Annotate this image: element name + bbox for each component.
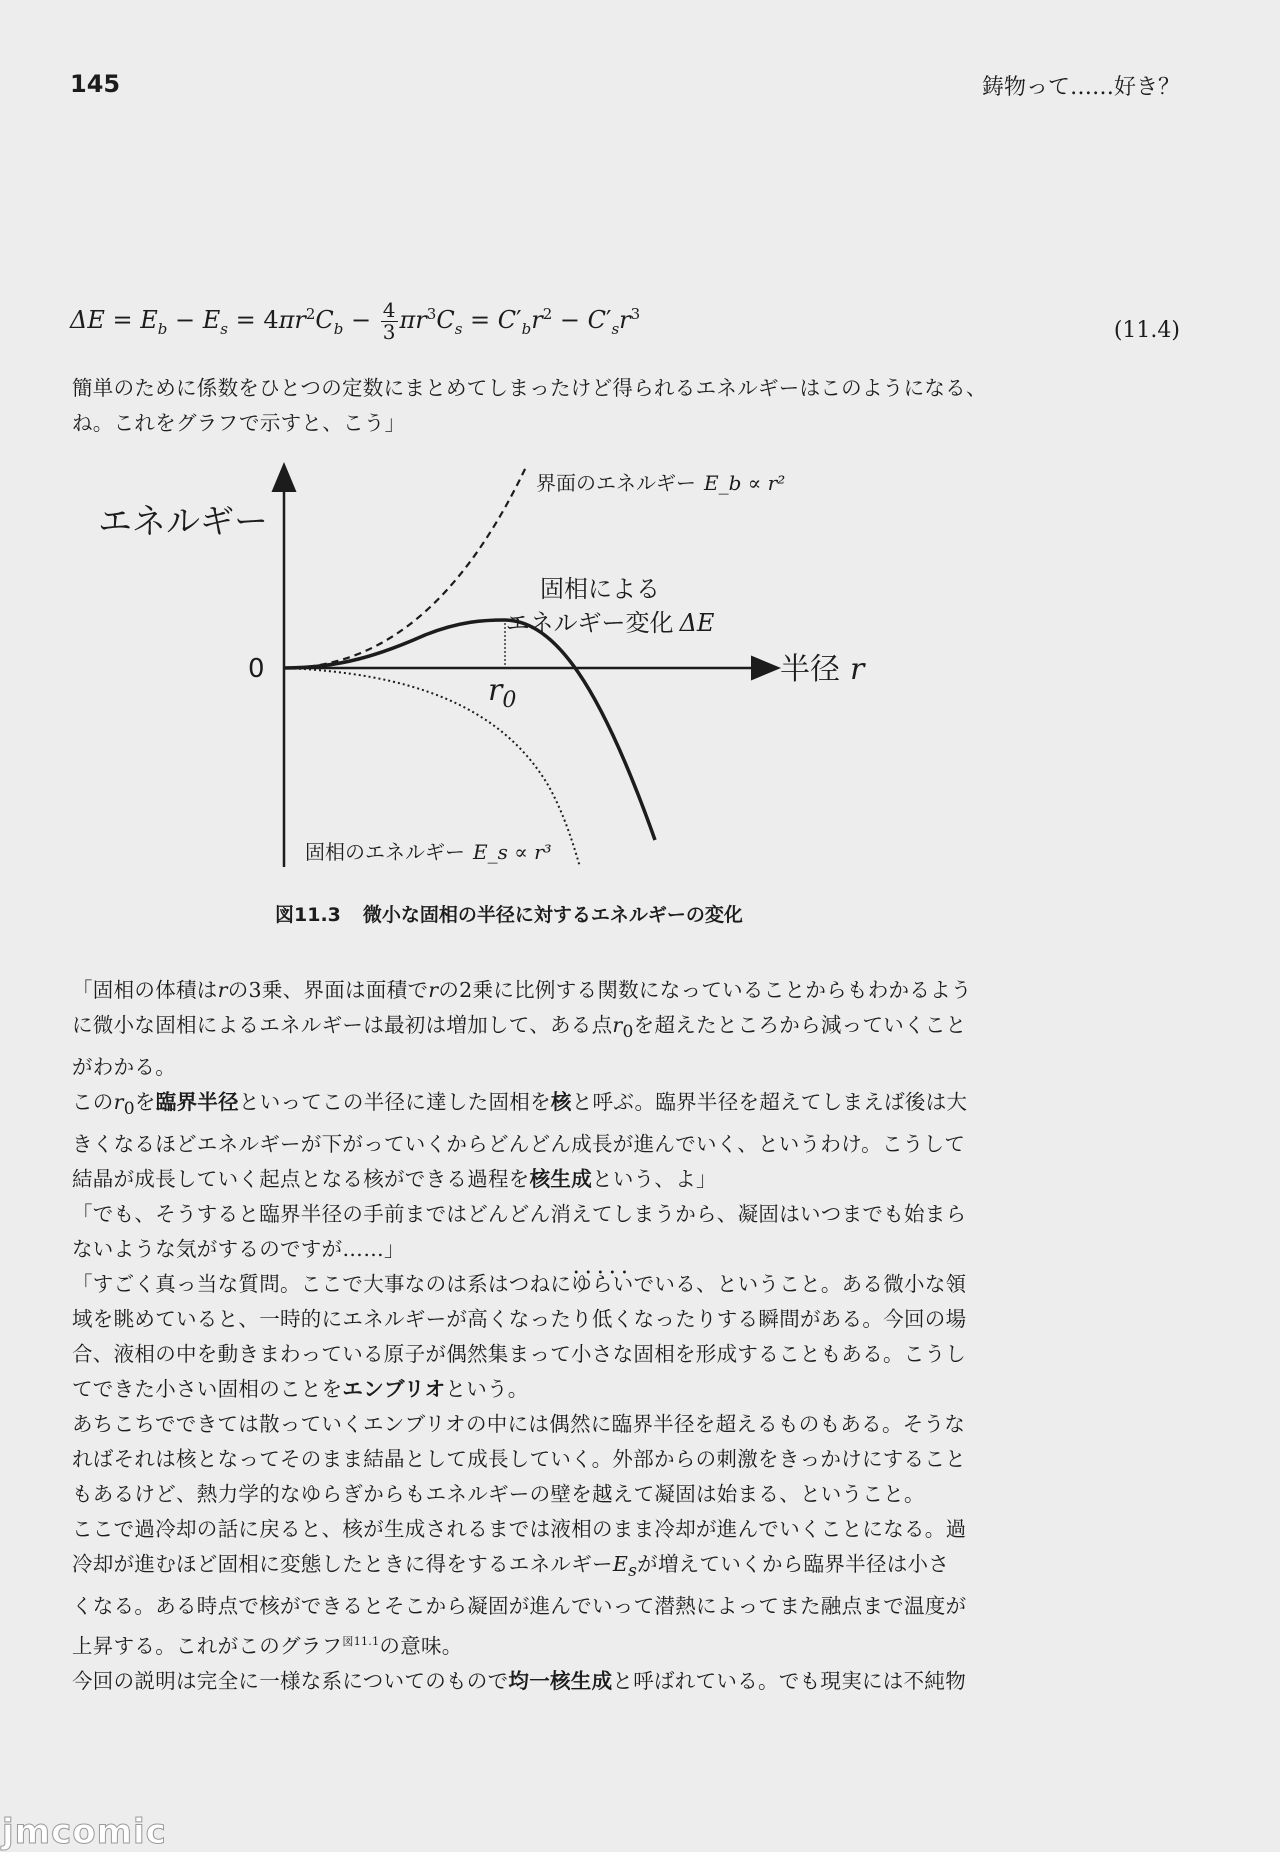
interface-energy-label	[536, 471, 785, 495]
text-run: と呼ぶ。臨界半径を超えてしまえば後は大	[571, 1090, 968, 1115]
solid-energy-label	[305, 840, 552, 864]
body-paragraph	[72, 1197, 1000, 1267]
text-run: くなる。ある時点で核ができるとそこから凝固が進んでいって潜熱によってまた融点まで温度が	[72, 1594, 967, 1619]
text-run: を超えたところから減っていくこと	[633, 1013, 967, 1037]
text-run: てできた小さい固相のことを	[72, 1377, 343, 1402]
text-run: の2乗に比例する関数になっていることからもわかるよう	[438, 978, 972, 1002]
zero-label: 0	[248, 654, 265, 684]
text-run: 域を眺めていると、一時的にエネルギーが高くなったり低くなったりする瞬間がある。今回の場	[72, 1307, 967, 1332]
critical-radius-var: r	[488, 673, 503, 708]
body-paragraph: ここで過冷却の話に戻ると、核が生成されるまでは液相のまま冷却が進んでいくことになる。過 冷却が進むほど固相に変態したときに得をするエネルギー$E_s$が増えていくから臨界半径は小さ くなる。ある時点で核ができるとそこから凝固が進んでいって潜熱によってまた融点まで温度が 上昇する。これがこのグラフ$^{図11.1}$の意味。	[72, 1517, 967, 1659]
term-nucleation: 核生成	[529, 1167, 593, 1192]
solid-energy-text: 固相のエネルギー	[305, 840, 465, 864]
figure-reference: 図11.1	[342, 1635, 380, 1649]
text-run: 今回の説明は完全に一様な系についてのもので	[72, 1669, 509, 1694]
caption-text: 微小な固相の半径に対するエネルギーの変化	[362, 904, 743, 926]
text-run: 結晶が成長していく起点となる核ができる過程を	[72, 1167, 530, 1192]
term-embryo: エンブリオ	[342, 1377, 446, 1402]
body-paragraph	[72, 1267, 1000, 1407]
intro-line: 簡単のために係数をひとつの定数にまとめてしまったけど得られるエネルギーはこのようになる、	[72, 376, 987, 400]
term-critical-radius: 臨界半径	[155, 1090, 239, 1115]
caption-number: 図11.3	[275, 904, 341, 926]
intro-line: ね。これをグラフで示すと、こう」	[72, 411, 406, 435]
text-run: と呼ばれている。でも現実には不純物	[612, 1669, 966, 1694]
body-paragraph	[72, 1664, 1000, 1699]
text-run: 合、液相の中を動きまわっている原子が偶然集まって小さな固相を形成することもある。こうし	[72, 1342, 967, 1367]
curve-solid-energy	[284, 668, 580, 867]
total-energy-text: エネルギー変化	[505, 609, 674, 637]
term-nucleus: 核	[550, 1090, 572, 1115]
critical-radius-sub: 0	[502, 688, 517, 713]
text-run: ここで過冷却の話に戻ると、核が生成されるまでは液相のまま冷却が進んでいくことになる。過	[72, 1517, 967, 1542]
total-energy-math: ΔE	[679, 609, 715, 637]
text-run: の3乗、界面は面積で	[227, 978, 429, 1002]
emphasis-dotted: • • • ゆらいでいる	[571, 1272, 696, 1296]
total-energy-label-line2	[506, 609, 715, 637]
curve-total-energy-change	[284, 620, 655, 840]
text-run: きくなるほどエネルギーが下がっていくからどんどん成長が進んでいく、というわけ。こうして	[72, 1132, 966, 1157]
text-run: ればそれは核となってそのまま結晶として成長していく。外部からの刺激をきっかけにすること	[72, 1447, 966, 1472]
text-run: ないような気がするのですが……」	[72, 1237, 405, 1262]
text-run: 「すごく真っ当な質問。ここで大事なのは系はつねに	[72, 1272, 572, 1297]
text-run: もあるけど、熱力学的なゆらぎからもエネルギーの壁を越えて凝固は始まる、ということ。	[72, 1482, 925, 1507]
x-axis-var: r	[850, 652, 865, 687]
text-run: 冷却が進むほど固相に変態したときに得をするエネルギー	[72, 1552, 613, 1577]
body-paragraph: 「固相の体積はrの3乗、界面は面積でrの2乗に比例する関数になっていることからもわかるよう に微小な固相によるエネルギーは最初は増加して、ある点$r_0$を超えたところから減っていくこと がわかる。	[72, 978, 972, 1080]
figure-caption	[275, 900, 743, 927]
energy-radius-figure	[80, 455, 900, 885]
interface-energy-math: E_b ∝ r²	[704, 471, 786, 495]
text-run: といってこの半径に達した固相を	[238, 1090, 551, 1115]
body-paragraph: この$r_0$を臨界半径といってこの半径に達した固相を核と呼ぶ。臨界半径を超えてしまえば後は大 きくなるほどエネルギーが下がっていくからどんどん成長が進んでいく、というわけ。こうして 結晶が成長していく起点となる核ができる過程を核生成という、よ」	[72, 1090, 968, 1192]
body-paragraph	[72, 1407, 1000, 1512]
text-run: 、ということ。ある微小な領	[696, 1272, 967, 1297]
y-axis-label: エネルギー	[98, 502, 268, 542]
text-run: この	[72, 1090, 114, 1115]
running-title: 鋳物って……好き？	[981, 75, 1180, 100]
text-run: を	[134, 1090, 156, 1115]
text-run: の意味。	[379, 1634, 463, 1659]
term-homogeneous-nucleation: 均一核生成	[508, 1669, 613, 1694]
solid-energy-math: E_s ∝ r³	[473, 840, 552, 864]
intro-paragraph	[72, 371, 1000, 441]
watermark: jmcomic	[2, 1812, 167, 1852]
text-run: 「固相の体積は	[72, 978, 218, 1002]
text-run: に微小な固相によるエネルギーは最初は増加して、ある点	[72, 1013, 613, 1037]
page-number: 145	[70, 70, 121, 98]
x-axis-label	[780, 652, 866, 687]
x-axis-label-text: 半径	[780, 652, 840, 687]
critical-radius-label	[488, 673, 516, 713]
curve-interface-energy	[284, 467, 526, 668]
body-text	[72, 973, 1000, 1699]
text-run: 「でも、そうすると臨界半径の手前まではどんどん消えてしまうから、凝固はいつまでも始まら	[72, 1202, 967, 1227]
text-run: という、よ」	[592, 1167, 717, 1192]
text-run: 上昇する。これがこのグラフ	[72, 1634, 343, 1659]
text-run: が増えていくから臨界半径は小さ	[637, 1552, 950, 1577]
text-run: がわかる。	[72, 1055, 176, 1080]
total-energy-label-line1: 固相による	[540, 575, 660, 603]
equation-number: (11.4)	[1113, 318, 1180, 343]
text-run: という。	[445, 1377, 529, 1402]
interface-energy-text: 界面のエネルギー	[536, 471, 696, 495]
equation-11-4: $\Delta E = E_b - E_s = 4\pi r^2C_b$ − $\frac{4}{3}$ $\pi r^3C_s = C'_br^2 - C'_sr^3$	[70, 298, 641, 344]
text-run: あちこちでできては散っていくエンブリオの中には偶然に臨界半径を超えるものもある。そうな	[72, 1412, 966, 1437]
